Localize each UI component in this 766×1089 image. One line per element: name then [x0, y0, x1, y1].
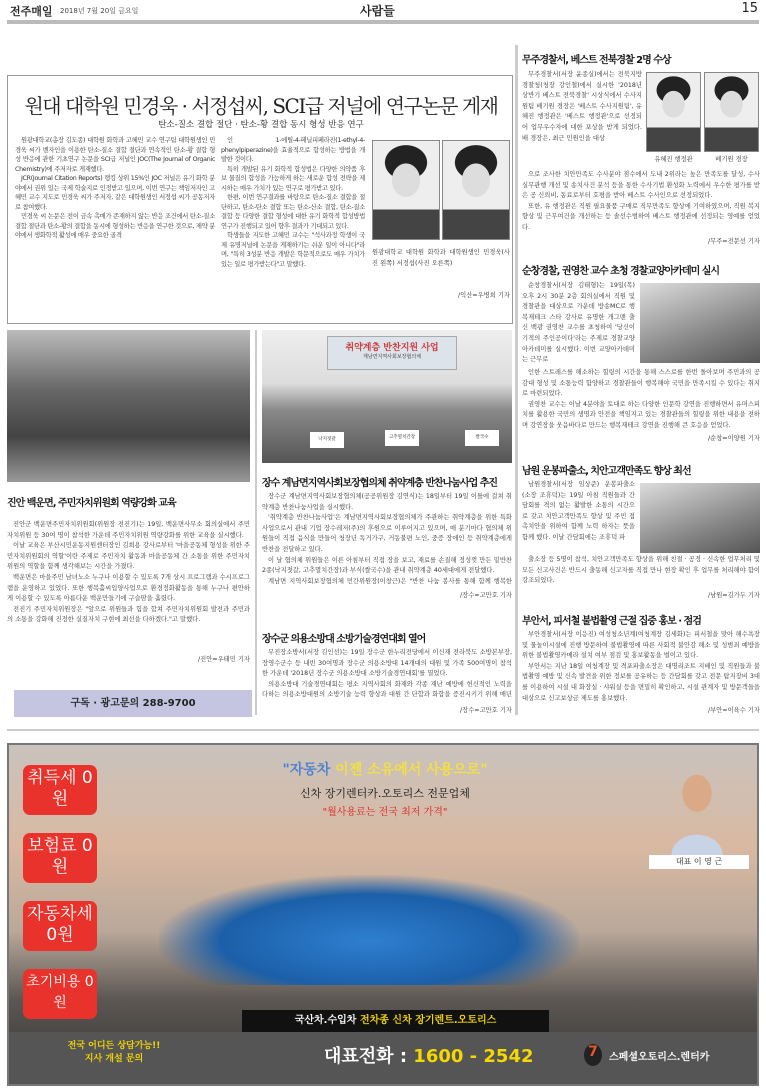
byline: /부안=이육수 기자	[708, 707, 760, 714]
car-illustration	[159, 875, 579, 985]
photo-banner: 취약계층 반찬지원 사업 계남면지역사회보장협의체	[327, 336, 457, 370]
byline: /진안=우태민 기자	[198, 656, 250, 663]
badge-car-tax: 자동차세 0원	[23, 901, 97, 951]
brand-logo-icon: 7	[584, 1044, 602, 1066]
lead-col1: 원광대학교(총장 김도종) 대학원 화학과 고혜민 교수 연구팀 대학원생인 민경욱 씨가 벤자인을 이용한 탄소-질소 결합 절단과 연속적인 탄소-황 결합 형성 반응에 관한 기초연구 논문을 SCI급 저널인 JOC(The Journal of Organic Chemistry)에 주저자로 게재했다. JCR(Journal Citation Reports) 랭킹 상위 15%인 JOC 저널은 유기 화학 분야에서 권위 있는 국제 학술지로 인정받고 있으며, 이번 연구는 책임저자인 고혜민 교수 지도로 민경욱 씨가 주저자, 같은 대학원생인 서정섭 씨가 공동저자로 참여했다. 민경욱 씨 논문은 전이 금속 촉매가 존재하지 않는 반응 조건에서 탄소-질소 결합 절단과 탄소-황의 결합을 동시에 형성하는 반응을 연구한 것으로, 제약 분야에서 생화학적 활성에 매우 중요한 골격	[15, 137, 215, 239]
byline: /무주=전문선 기자	[708, 238, 760, 245]
badge-insurance: 보험료 0원	[23, 833, 97, 883]
article-headline: 부안서, 피서철 불법촬영 근절 집중 홍보 · 점검	[522, 616, 701, 627]
article-body-top: 무주경찰서(서장 윤종실)에서는 전북지방경찰청(청장 강인철)에서 실시한 '2018년 상반기 베스트 전북경찰' 시상식에서 수사지원팀 배기원 경장은 '베스트 수사지원팀', 유혜진 행정관은 '베스트 행정관'으로 선정되어 업무우수자에 대한 포상을 받게 되었다. 배 경장은, 최근 민원인을 대상	[522, 71, 642, 142]
article-headline: 장수 계남면지역사회보장협의체 취약계층 반찬나눔사업 추진	[262, 478, 498, 489]
badge-initial-cost: 초기비용 0원	[23, 969, 97, 1019]
meeting-photo	[7, 330, 250, 482]
article-body: 출소장 등 5명이 참석, 치안고객만족도 향상을 위해 친절 · 공정 · 신속한 업무처리 및 모든 신고사건은 반드시 출동해 신고자를 직접 만나 현장 확인 후 업무를 처리해야 함이 강조되었다.	[522, 556, 760, 585]
byline: /장수=고만호 기자	[460, 592, 512, 599]
section-title: 사람들	[360, 4, 395, 18]
article-headline: 장수군 의용소방대 소방기술경연대회 열어	[262, 634, 426, 645]
column-divider	[515, 45, 518, 715]
lead-subheadline: 탄소-질소 결합 절단 · 탄소-황 결합 동시 형성 반응 연구	[158, 120, 364, 130]
volunteer-photo	[262, 330, 512, 463]
article-headline: 진안 백운면, 주민자치위원회 역량강화 교육	[7, 498, 176, 509]
portrait-photo-min	[372, 140, 440, 240]
page-number: 15	[741, 1, 758, 16]
column-divider	[255, 330, 257, 715]
article-headline: 남원 운봉파출소, 치안고객만족도 향상 최선	[522, 466, 691, 477]
article-body: 장수군 계남면지역사회보장협의체(공공위원장 김연식)는 18일부터 19일 이틀에 걸쳐 취약계층 반찬나눔사업을 실시했다. '취약계층 반찬나눔사업'은 계남면지역사회보장협의체가 주관하는 취약계층을 위한 특화사업으로서 관내 기업 장수레저(주)의 후원으로 이루어지고 있으며, 매 분기마다 협의체 위원들이 직접 음식을 만들어 청장년 독거가구, 거동불편 노인, 중증 장애인 등 취약계층에게 반찬을 전달하고 있다. 이 날 협의체 위원들은 이른 아침부터 직접 장을 보고, 재료를 손질해 정성껏 만든 밑반찬 2종(낙지젓갈, 고추멸치간장)과 부식(쌀국수)을 관내 취약계층 40세대에게 전달했다. 계남면 지역사회보장협의체 민간위원장(이창근)은 "반찬 나눔 봉사를 통해 함께 행복한	[262, 493, 512, 585]
portrait-photo	[646, 72, 701, 152]
ad-strip: 국산차.수입차 전차종 신차 장기렌트.오토리스	[242, 1010, 549, 1032]
ad-line3: "월사용료는 전국 최저 가격"	[322, 807, 448, 818]
lead-byline: /익산=우병희 기자	[458, 292, 510, 299]
portrait-photo-seo	[442, 140, 510, 240]
article-headline: 순창경찰, 권영찬 교수 초청 경찰교양아카데미 실시	[522, 266, 720, 277]
byline: /순창=이양원 기자	[708, 435, 760, 442]
article-body: 진안군 백운면주민자치위원회(위원장 전진기)는 19일, 백운면사무소 회의실에서 주민자치위원 등 30여 명이 참석한 가운데 주민자치위원 역량강화를 위한 교육을 실시했다. 이날 교육은 부산시민운동지원센터장인 김희용 강사로부터 '마을공동체 형성을 위한 주민자치위원회의 역할'이란 주제로 주민자치 활동과 마을공동체 간 소통을 위한 주민자치위원의 역할을 함께 생각해보는 시간을 가졌다. 백운면은 마을주민 남녀노소 누구나 이용할 수 있도록 7개 상시 프로그램과 수시프로그램을 운영하고 있었다. 또한 행복홀씨입양사업으로 환경정화활동을 통해 누구나 편안하게 이용할 수 있도록 아름다운 백운만들기에 구슬땀을 흘렸다. 전진기 주민자치위원장은 "앞으로 위원들과 힘을 합쳐 주민자치위원회 발전과 주민과의 소통을 강화해 진정한 실질자치 구현에 최선을 다하겠다."고 말했다.	[7, 521, 250, 624]
section-rule	[7, 729, 759, 731]
photo-caption: 원광대학교 대학원 화학과 대학원생인 민경욱(사진 왼쪽) 서정섭(사진 오른쪽)	[372, 249, 510, 267]
lead-article	[7, 75, 513, 324]
photo-sign: 낙지젓갈	[310, 432, 344, 448]
meeting-photo	[640, 483, 760, 553]
phone-number: 대표전화 : 1600 - 2542	[324, 1046, 534, 1067]
article-body-top: 남원경찰서(서장 임상준) 운봉파출소(소장 조휴덕)는 19일 아침 직원들과 간담회를 격의 없는 활발한 소통의 시간으로 갖고 치안고객만족도 향상 및 주민 접촉치안을 위하여 함께 노력 하자는 뜻을 함께 했다. 이날 간담회에는 조휴덕 파	[522, 481, 635, 541]
photo-caption: 유혜진 행정관	[654, 156, 693, 163]
header-rule	[7, 20, 759, 24]
article-body: 무진장소방서(서장 김인선)는 19일 장수군 한누리전당에서 이신재 전라북도 소방본부장, 장영수군수 등 내빈 30여명과 장수군 의용소방대 14개대의 대원 및 가족 500여명이 참석한 가운데 '2018년 장수군 의용소방대 소방기술경연대회'를 열었다. 의용소방대 기술경연대회는 평소 지역사회의 화재와 각종 재난 예방에 헌신적인 노력을 다하는 의용소방대원의 소방기술 능력 향상과 대원 간 단합과 화합을 증진시키기 위해 매년	[262, 649, 512, 699]
photo-caption: 배기원 경장	[715, 156, 748, 163]
photo-sign: 고추멸치간장	[385, 430, 419, 446]
lead-headline: 원대 대학원 민경욱 · 서정섭씨, SCI급 저널에 연구논문 게재	[24, 94, 498, 118]
byline: /장수=고만호 기자	[460, 707, 512, 714]
newspaper-name: 전주매일	[10, 5, 53, 18]
lead-col2: 인 1-에틸-4-페닐피페라진(1-ethyl-4-phenylpiperazine)을 효율적으로 합성하는 방법을 개발한 것이다. 특히 개발된 유기 화학적 합성법은 다양한 의약품 후보 물질의 합성을 가능하게 하는 새로운 합성 전략을 제시하는 매우 가치가 있는 연구로 평가받고 있다. 한편, 이번 연구결과를 바탕으로 탄소-질소 결합을 절단하고, 탄소-탄소 결합 또는 탄소-산소 결합, 탄소-질소 결합 등 다양한 결합 형성에 대한 유기 화학적 합성방법 연구가 진행되고 있어 향후 결과가 기대되고 있다. 학생들을 지도한 고혜민 교수는 "석사과정 학생이 국제 유명저널에 논문을 게재하기는 쉬운 일이 아니다"라며, "특히 3성분 반응 개발은 학문적으로도 매우 가치가 있는 일로 평가받는다"고 말했다.	[221, 137, 365, 268]
badge-acquisition-tax: 취득세 0원	[23, 765, 97, 815]
article-body-top: 순창경찰서(서장 김태형)는 19일(목) 오후 2시 30분 2층 회의실에서 직원 및 경찰관을 대상으로 가운데 방송MC로 행복재테크 스타 강사로 유명한 개그맨 출신 백광 권영찬 교수를 초청하여 '당신이 기적의 주인공이다'라는 주제로 경찰교양아카데미를 실시했다. 이번 교양아카데미는 근무로	[522, 282, 635, 364]
article-body: 인한 스트레스를 해소하는 힐링의 시간을 통해 스스로를 한번 돌아보며 주민과의 공감대 형성 및 소통능력 함양하고 경찰관들이 행복해야 국민을 만족시킬 수 있다는 취지로 마련되었다. 권영찬 교수는 이날 4분야을 토대로 하는 다양한 인문학 강연을 진행하면서 유머스피치를 활용한 국민의 생명과 안전을 책임지고 있는 경찰관들의 힐링을 위한 내용을 전하며 강연장을 웃음바다로 만드는 행복재테크 강연을 진행해 큰 호응을 얻었다.	[522, 369, 760, 429]
article-headline: 무주경찰서, 베스트 전북경찰 2명 수상	[522, 55, 671, 66]
ad-bottom-bar	[9, 1032, 757, 1084]
car-rental-advertisement	[7, 743, 759, 1086]
byline: /남원=김가두 기자	[708, 592, 760, 599]
representative-name: 대표 이 영 근	[649, 855, 749, 869]
portrait-photo	[704, 72, 759, 152]
issue-date: 2018년 7월 20일 금요일	[60, 7, 139, 15]
subscription-box: 구독 · 광고문의 288-9700	[14, 690, 252, 717]
ad-slogan: "자동차 이젠 소유에서 사용으로"	[282, 762, 488, 778]
article-body: 으로 조사한 치안만족도 수사분야 점수에서 도내 2위라는 높은 만족도를 달성, 수사실무관행 개선 및 송치사건 분석 등을 통한 수사기법 환성화 노력에서 우수한 평가를 받은 공 신뢰비, 동료로부터 호평을 받아 베스트 수사인으로 선정되었다. 또한, 유 행정관은 직원 필요물품 구매로 직무만족도 향상에 기여하였으며, 직원 복지향상 및 근무여건을 개선하는 등 솔선수범하여 베스트 행정관에 선정되는 영예를 얻었다.	[522, 171, 760, 231]
brand-name: 스페셜오토리스.렌터카	[609, 1052, 710, 1063]
article-body: 부안경찰서(서장 이응진) 여성청소년계(여청계장 김세화)는 피서철을 맞아 해수욕장 및 물놀이시설에 진행 방문하여 불법촬영에 따른 사회적 불안감 해소 및 성범죄 예방을 위한 불법촬영카메라 설치 여부 점검 및 홍보활동을 벌이고 있다. 부안서는 지난 18일 여청계장 및 격포파출소장은 대명리조트 지배인 및 직원들과 불법촬영 예방 및 신속 발견을 위한 정보를 공유하는 등 간담회를 갖고 전문 탐지장비 3대를 이용하여 시설 내 화장실 · 샤워실 등을 면밀히 확인하고, 시설 관계자 및 방문객들을 대상으로 신고보상금 제도를 홍보했다.	[522, 631, 760, 702]
photo-sign: 쌀국수	[465, 430, 499, 446]
lecture-photo	[640, 283, 760, 363]
representative-photo	[657, 760, 737, 855]
consult-text: 전국 어디든 상담가능!! 지사 개설 문의	[67, 1041, 161, 1064]
ad-line2: 신차 장기렌터카.오토리스 전문업체	[300, 787, 470, 800]
